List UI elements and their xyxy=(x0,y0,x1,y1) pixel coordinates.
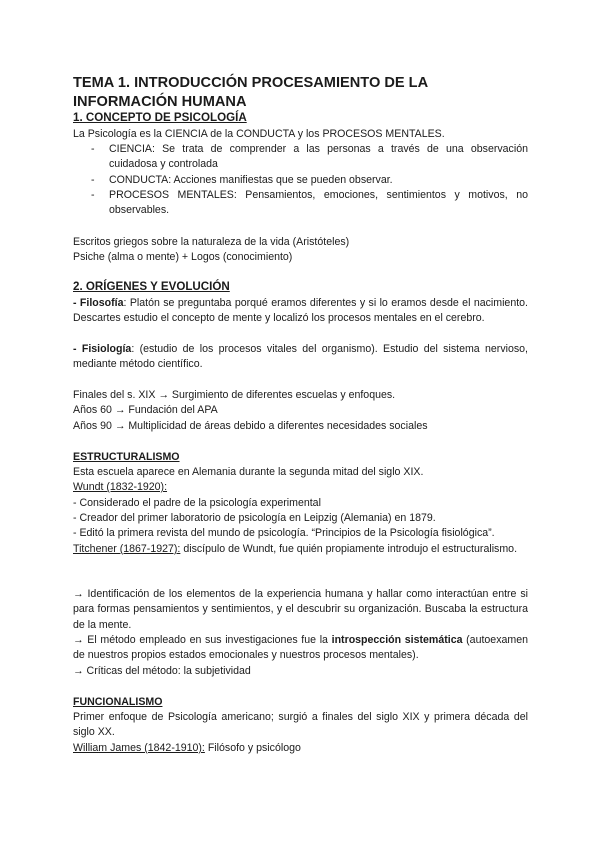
section-heading-estructuralismo: ESTRUCTURALISMO xyxy=(73,451,180,463)
list-item: - PROCESOS MENTALES: Pensamientos, emociones, sentimientos y motivos, no observables. xyxy=(91,188,528,217)
arrow-paragraph-metodo: → El método empleado en sus investigaciones fue la introspección sistemática (autoexamen de nuestros propios estados emocionales y nuestros procesos mentales). xyxy=(73,634,528,662)
section-heading-origenes: 2. ORÍGENES Y EVOLUCIÓN xyxy=(73,280,230,293)
estructuralismo-intro: Esta escuela aparece en Alemania durante la segunda mitad del siglo XIX. xyxy=(73,466,424,478)
wundt-name: Wundt (1832-1920): xyxy=(73,481,168,493)
document-title: TEMA 1. INTRODUCCIÓN PROCESAMIENTO DE LA INFORMACIÓN HUMANA xyxy=(73,75,428,110)
james-line: William James (1842-1910): Filósofo y psicólogo xyxy=(73,742,301,754)
timeline-item: Finales del s. XIX → Surgimiento de diferentes escuelas y enfoques. xyxy=(73,389,396,401)
titchener-name: Titchener (1867-1927): xyxy=(73,543,181,555)
fisiologia-paragraph: - Fisiología: (estudio de los procesos vitales del organismo). Estudio del sistema nervioso, mediante método científico. xyxy=(73,343,528,371)
introspeccion-term: introspección sistemática xyxy=(331,634,463,646)
wundt-item: - Creador del primer laboratorio de psicología en Leipzig (Alemania) en 1879. xyxy=(73,512,436,524)
fisiologia-label: - Fisiología xyxy=(73,343,132,355)
section-heading-concepto: 1. CONCEPTO DE PSICOLOGÍA xyxy=(73,111,247,124)
etymology-line-2: Psiche (alma o mente) + Logos (conocimiento) xyxy=(73,251,293,263)
list-item: - CONDUCTA: Acciones manifiestas que se pueden observar. xyxy=(91,173,393,186)
arrow-paragraph-criticas: → Críticas del método: la subjetividad xyxy=(73,665,251,677)
etymology-line-1: Escritos griegos sobre la naturaleza de la vida (Aristóteles) xyxy=(73,236,350,248)
timeline-item: Años 60 → Fundación del APA xyxy=(73,404,218,416)
james-name: William James (1842-1910): xyxy=(73,742,205,754)
psicologia-definition: La Psicología es la CIENCIA de la CONDUCTA y los PROCESOS MENTALES. xyxy=(73,128,445,140)
titchener-paragraph: Titchener (1867-1927): discípulo de Wundt, fue quién propiamente introdujo el estructuralismo. xyxy=(73,543,518,555)
filosofia-label: - Filosofía xyxy=(73,297,124,309)
funcionalismo-intro: Primer enfoque de Psicología americano; surgió a finales del siglo XIX y primera década del siglo XX. xyxy=(73,711,528,739)
timeline-item: Años 90 → Multiplicidad de áreas debido a diferentes necesidades sociales xyxy=(73,420,428,432)
definition-list xyxy=(73,142,528,218)
section-heading-funcionalismo: FUNCIONALISMO xyxy=(73,696,163,708)
list-item: - CIENCIA: Se trata de comprender a las personas a través de una observación cuidadosa y controlada xyxy=(91,143,528,171)
filosofia-paragraph: - Filosofía: Platón se preguntaba porqué eramos diferentes y si lo eramos desde el nacimiento. Descartes estudio el concepto de mente y localizó los procesos mentales en el cerebro. xyxy=(73,297,528,325)
wundt-item: - Editó la primera revista del mundo de psicología. “Principios de la Psicología fisiológica”. xyxy=(73,527,495,539)
arrow-paragraph-identificacion: → Identificación de los elementos de la experiencia humana y hallar como interactúan entre si para formas pensamientos y sentimientos, y el descubrir su organización. Buscaba la estructura de la mente. xyxy=(73,588,528,631)
wundt-item: - Considerado el padre de la psicología experimental xyxy=(73,497,321,509)
